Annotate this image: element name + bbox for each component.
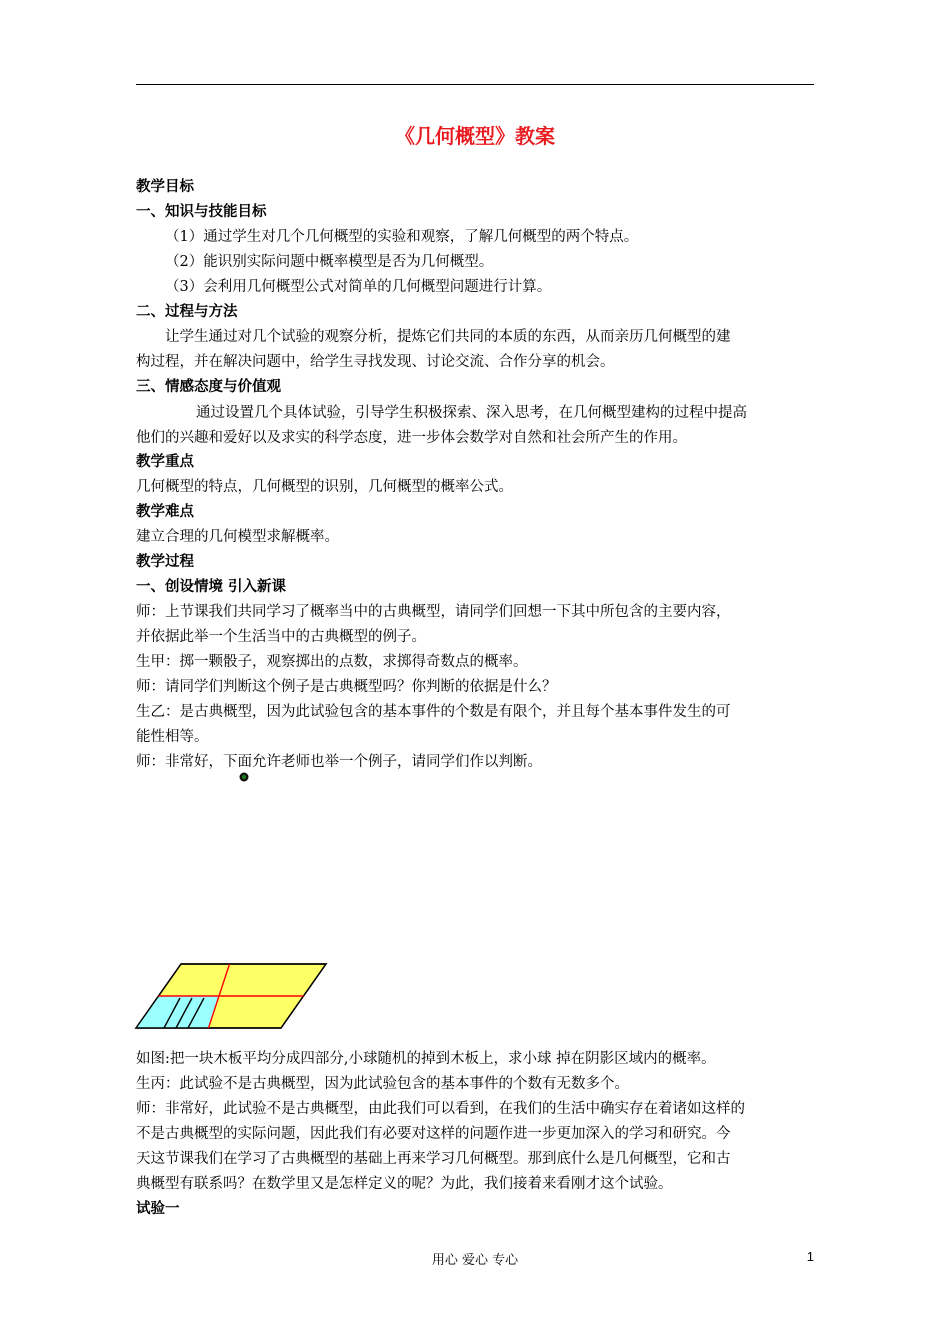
dialogue-line: 师：上节课我们共同学习了概率当中的古典概型，请同学们回想一下其中所包含的主要内容， — [136, 604, 731, 620]
heading-difficulties: 教学难点 — [136, 504, 194, 520]
heading-teaching-goals: 教学目标 — [136, 179, 194, 195]
figure-description: 如图:把一块木板平均分成四部分,小球随机的掉到木板上，求小球 掉在阴影区域内的概率。 — [136, 1051, 716, 1067]
page-footer — [136, 1249, 814, 1269]
dialogue-line: 不是古典概型的实际问题，因此我们有必要对这样的问题作进一步更加深入的学习和研究。今 — [136, 1126, 731, 1142]
paragraph-line: 让学生通过对几个试验的观察分析，提炼它们共同的本质的东西，从而亲历几何概型的建 — [165, 329, 731, 345]
paragraph-line: 他们的兴趣和爱好以及求实的科学态度，进一步体会数学对自然和社会所产生的作用。 — [136, 430, 687, 446]
heading-process-method: 二、过程与方法 — [136, 304, 238, 320]
dialogue-line: 生丙：此试验不是古典概型，因为此试验包含的基本事件的个数有无数多个。 — [136, 1076, 629, 1092]
heading-attitude-values: 三、情感态度与价值观 — [136, 379, 281, 395]
ball-center — [242, 775, 246, 779]
dialogue-line: 并依据此举一个生活当中的古典概型的例子。 — [136, 629, 426, 645]
paragraph-line: 通过设置几个具体试验，引导学生积极探索、深入思考，在几何概型建构的过程中提高 — [196, 405, 747, 421]
paragraph-line: 几何概型的特点，几何概型的识别，几何概型的概率公式。 — [136, 479, 513, 495]
heading-experiment-1: 试验一 — [136, 1201, 180, 1217]
page-number: 1 — [806, 1249, 814, 1264]
dialogue-line: 能性相等。 — [136, 729, 209, 745]
dialogue-line: 典概型有联系吗？在数学里又是怎样定义的呢？为此，我们接着来看刚才这个试验。 — [136, 1176, 673, 1192]
goal-item-2: （2）能识别实际问题中概率模型是否为几何概型。 — [165, 254, 494, 270]
document-title: 《几何概型》教案 — [395, 124, 555, 148]
heading-key-points: 教学重点 — [136, 454, 194, 470]
heading-knowledge-skills: 一、知识与技能目标 — [136, 204, 267, 220]
ball-figure — [239, 772, 249, 782]
dialogue-line: 师：非常好，下面允许老师也举一个例子，请同学们作以判断。 — [136, 754, 542, 770]
paragraph-line: 构过程，并在解决问题中，给学生寻找发现、讨论交流、合作分享的机会。 — [136, 354, 615, 370]
dialogue-line: 生乙：是古典概型，因为此试验包含的基本事件的个数是有限个，并且每个基本事件发生的可 — [136, 704, 731, 720]
paragraph-line: 建立合理的几何模型求解概率。 — [136, 529, 339, 545]
heading-teaching-process: 教学过程 — [136, 554, 194, 570]
board-figure — [134, 962, 330, 1030]
dialogue-line: 天这节课我们在学习了古典概型的基础上再来学习几何概型。那到底什么是几何概型，它和古 — [136, 1151, 731, 1167]
dialogue-line: 师：非常好，此试验不是古典概型，由此我们可以看到，在我们的生活中确实存在着诸如这样的 — [136, 1101, 745, 1117]
goal-item-1: （1）通过学生对几个几何概型的实验和观察，了解几何概型的两个特点。 — [165, 229, 639, 245]
heading-intro: 一、创设情境 引入新课 — [136, 579, 287, 595]
dialogue-line: 师：请同学们判断这个例子是古典概型吗？你判断的依据是什么？ — [136, 679, 557, 695]
dialogue-line: 生甲：掷一颗骰子，观察掷出的点数，求掷得奇数点的概率。 — [136, 654, 528, 670]
footer-motto: 用心 爱心 专心 — [431, 1253, 519, 1268]
header-rule — [136, 84, 814, 85]
shaded-region — [136, 996, 219, 1028]
goal-item-3: （3）会利用几何概型公式对简单的几何概型问题进行计算。 — [165, 279, 552, 295]
